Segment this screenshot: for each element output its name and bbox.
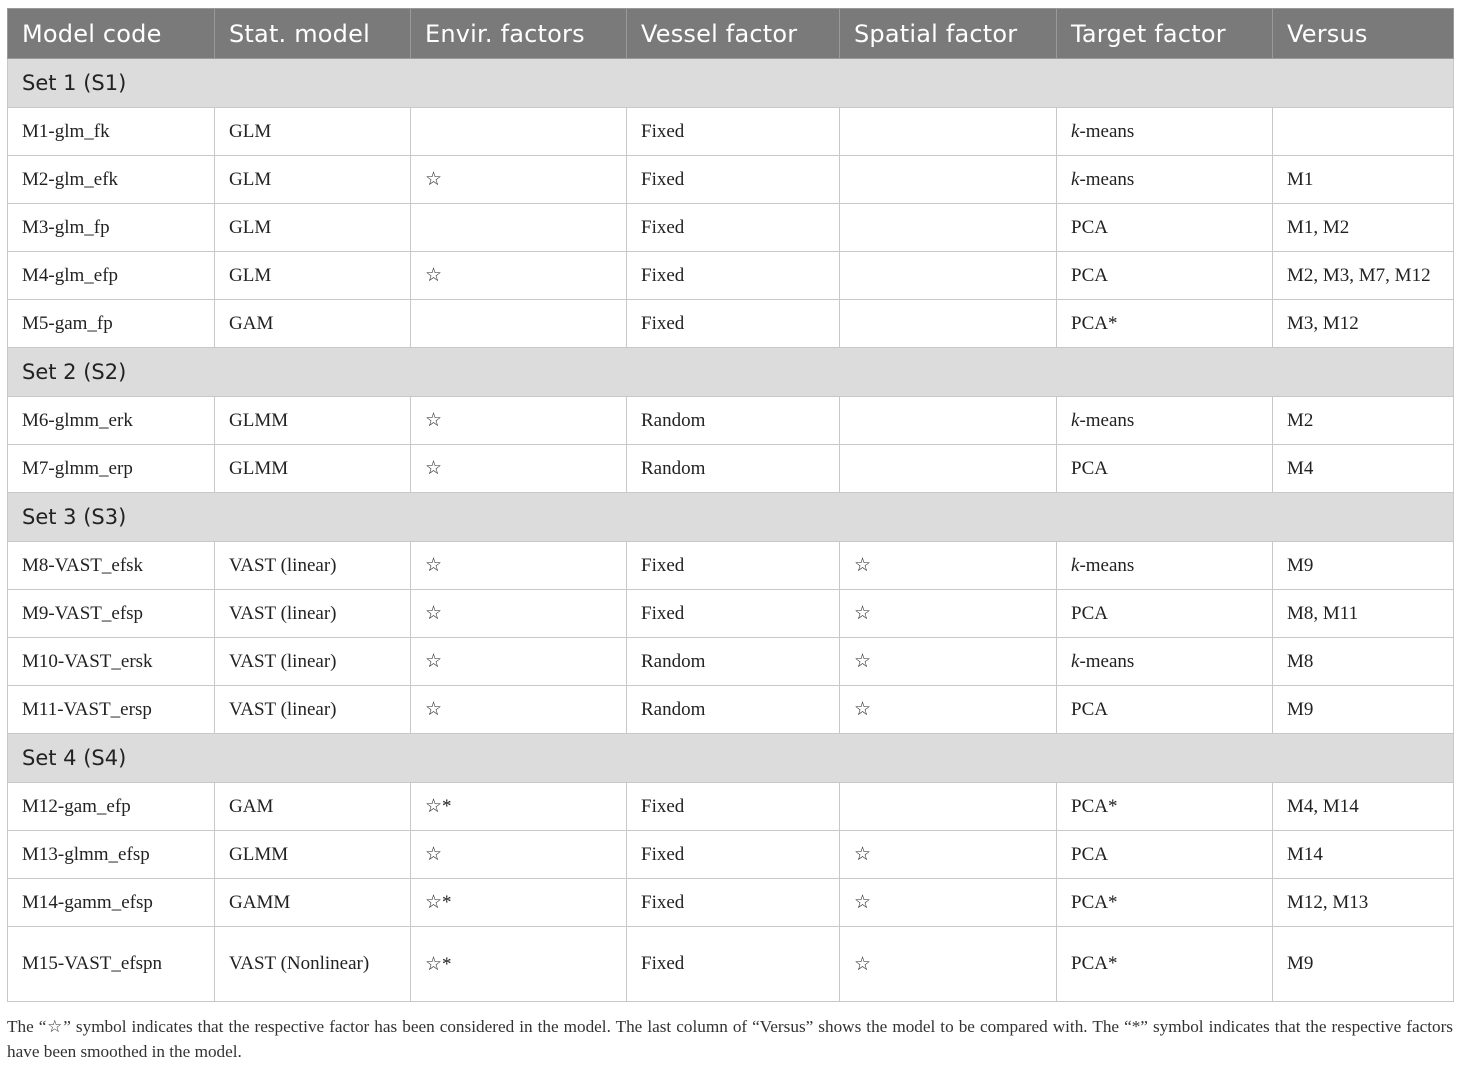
target-text-part: -means [1079, 120, 1135, 142]
set-label: Set 2 (S2) [8, 348, 1454, 397]
vessel-factor-cell: Fixed [627, 542, 840, 590]
model-code-cell: M4-glm_efp [8, 252, 215, 300]
versus-cell: M8 [1273, 638, 1454, 686]
set-header-row [8, 493, 1454, 542]
set-label: Set 4 (S4) [8, 734, 1454, 783]
spatial-factor-cell [840, 445, 1057, 493]
column-header: Model code [8, 9, 215, 59]
versus-cell: M8, M11 [1273, 590, 1454, 638]
model-code-cell: M14-gamm_efsp [8, 879, 215, 927]
target-text-part: PCA* [1071, 891, 1118, 913]
spatial-factor-cell: ☆ [840, 879, 1057, 927]
column-header: Target factor [1057, 9, 1273, 59]
versus-cell: M9 [1273, 542, 1454, 590]
versus-cell: M4, M14 [1273, 783, 1454, 831]
set-label: Set 1 (S1) [8, 59, 1454, 108]
target-factor-cell [1057, 638, 1273, 686]
model-code-cell: M9-VAST_efsp [8, 590, 215, 638]
spatial-factor-cell: ☆ [840, 686, 1057, 734]
envir-factor-cell: ☆ [411, 397, 627, 445]
envir-factor-cell: ☆ [411, 831, 627, 879]
target-text-part: -means [1079, 554, 1135, 576]
target-text-part: PCA* [1071, 953, 1118, 974]
table-row [8, 590, 1454, 638]
table-row [8, 108, 1454, 156]
model-code-cell: M11-VAST_ersp [8, 686, 215, 734]
target-factor-cell [1057, 108, 1273, 156]
versus-cell: M1 [1273, 156, 1454, 204]
vessel-factor-cell: Random [627, 397, 840, 445]
spatial-factor-cell [840, 156, 1057, 204]
envir-factor-cell: ☆ [411, 156, 627, 204]
versus-cell: M4 [1273, 445, 1454, 493]
versus-cell: M2, M3, M7, M12 [1273, 252, 1454, 300]
model-code-cell: M3-glm_fp [8, 204, 215, 252]
stat-model-cell: VAST (Nonlinear) [215, 927, 411, 1002]
target-factor-cell [1057, 252, 1273, 300]
target-factor-cell [1057, 542, 1273, 590]
table-row [8, 686, 1454, 734]
table-row [8, 927, 1454, 1002]
stat-model-cell: GLM [215, 156, 411, 204]
spatial-factor-cell: ☆ [840, 927, 1057, 1002]
model-code-cell: M7-glmm_erp [8, 445, 215, 493]
target-text-part: PCA* [1071, 795, 1118, 817]
target-factor-cell [1057, 783, 1273, 831]
model-code-cell: M10-VAST_ersk [8, 638, 215, 686]
stat-model-cell: VAST (linear) [215, 590, 411, 638]
target-factor-cell [1057, 397, 1273, 445]
model-code-cell: M2-glm_efk [8, 156, 215, 204]
stat-model-cell: GAM [215, 783, 411, 831]
stat-model-cell: VAST (linear) [215, 638, 411, 686]
vessel-factor-cell: Fixed [627, 927, 840, 1002]
table-row [8, 831, 1454, 879]
model-code-cell: M15-VAST_efspn [8, 927, 215, 1002]
model-comparison-table [7, 8, 1454, 1002]
target-factor-cell [1057, 445, 1273, 493]
target-text-part: PCA [1071, 264, 1108, 286]
target-text-part: PCA [1071, 843, 1108, 865]
versus-cell: M9 [1273, 927, 1454, 1002]
column-header: Envir. factors [411, 9, 627, 59]
envir-factor-cell: ☆ [411, 445, 627, 493]
target-factor-cell [1057, 831, 1273, 879]
vessel-factor-cell: Fixed [627, 156, 840, 204]
table-row [8, 445, 1454, 493]
table-row [8, 252, 1454, 300]
spatial-factor-cell: ☆ [840, 638, 1057, 686]
versus-cell: M14 [1273, 831, 1454, 879]
target-factor-cell [1057, 204, 1273, 252]
vessel-factor-cell: Fixed [627, 783, 840, 831]
target-factor-cell [1057, 300, 1273, 348]
table-row [8, 156, 1454, 204]
target-italic-part: k [1071, 120, 1080, 142]
target-text-part: -means [1079, 409, 1135, 431]
column-header: Spatial factor [840, 9, 1057, 59]
spatial-factor-cell [840, 783, 1057, 831]
table-row [8, 300, 1454, 348]
spatial-factor-cell [840, 397, 1057, 445]
table-row [8, 638, 1454, 686]
vessel-factor-cell: Fixed [627, 252, 840, 300]
model-code-cell: M1-glm_fk [8, 108, 215, 156]
model-code-cell: M12-gam_efp [8, 783, 215, 831]
stat-model-cell: GAMM [215, 879, 411, 927]
vessel-factor-cell: Fixed [627, 108, 840, 156]
envir-factor-cell [411, 204, 627, 252]
target-text-part: PCA* [1071, 312, 1118, 334]
target-factor-cell [1057, 879, 1273, 927]
stat-model-cell: GLM [215, 252, 411, 300]
target-text-part: PCA [1071, 216, 1108, 238]
target-italic-part: k [1071, 650, 1080, 672]
stat-model-cell: GLMM [215, 397, 411, 445]
vessel-factor-cell: Fixed [627, 590, 840, 638]
versus-cell: M9 [1273, 686, 1454, 734]
spatial-factor-cell [840, 204, 1057, 252]
vessel-factor-cell: Random [627, 445, 840, 493]
target-text-part: PCA [1071, 602, 1108, 624]
target-text-part: PCA [1071, 457, 1108, 479]
set-header-row [8, 734, 1454, 783]
model-code-cell: M13-glmm_efsp [8, 831, 215, 879]
table-body [8, 59, 1454, 1002]
vessel-factor-cell: Fixed [627, 300, 840, 348]
table-row [8, 397, 1454, 445]
envir-factor-cell: ☆ [411, 590, 627, 638]
vessel-factor-cell: Random [627, 638, 840, 686]
set-header-row [8, 348, 1454, 397]
target-text-part: PCA [1071, 698, 1108, 720]
table-header-row [8, 9, 1454, 59]
vessel-factor-cell: Fixed [627, 204, 840, 252]
versus-cell: M12, M13 [1273, 879, 1454, 927]
column-header: Stat. model [215, 9, 411, 59]
table-row [8, 542, 1454, 590]
stat-model-cell: GLM [215, 108, 411, 156]
spatial-factor-cell: ☆ [840, 590, 1057, 638]
versus-cell: M3, M12 [1273, 300, 1454, 348]
stat-model-cell: GLMM [215, 831, 411, 879]
vessel-factor-cell: Fixed [627, 831, 840, 879]
versus-cell [1273, 108, 1454, 156]
target-text-part: -means [1079, 650, 1135, 672]
vessel-factor-cell: Random [627, 686, 840, 734]
spatial-factor-cell [840, 108, 1057, 156]
envir-factor-cell: ☆ [411, 686, 627, 734]
model-table-container [7, 8, 1453, 1002]
stat-model-cell: GLM [215, 204, 411, 252]
envir-factor-cell: ☆ [411, 252, 627, 300]
versus-cell: M2 [1273, 397, 1454, 445]
stat-model-cell: GAM [215, 300, 411, 348]
spatial-factor-cell: ☆ [840, 831, 1057, 879]
envir-factor-cell: ☆* [411, 879, 627, 927]
target-italic-part: k [1071, 409, 1080, 431]
target-factor-cell [1057, 156, 1273, 204]
envir-factor-cell [411, 300, 627, 348]
target-italic-part: k [1071, 554, 1080, 576]
vessel-factor-cell: Fixed [627, 879, 840, 927]
spatial-factor-cell [840, 300, 1057, 348]
target-factor-cell [1057, 686, 1273, 734]
model-code-cell: M8-VAST_efsk [8, 542, 215, 590]
envir-factor-cell: ☆* [411, 783, 627, 831]
table-row [8, 783, 1454, 831]
versus-cell: M1, M2 [1273, 204, 1454, 252]
table-row [8, 879, 1454, 927]
column-header: Vessel factor [627, 9, 840, 59]
stat-model-cell: GLMM [215, 445, 411, 493]
model-code-cell: M6-glmm_erk [8, 397, 215, 445]
stat-model-cell: VAST (linear) [215, 542, 411, 590]
target-italic-part: k [1071, 168, 1080, 190]
envir-factor-cell: ☆* [411, 927, 627, 1002]
set-label: Set 3 (S3) [8, 493, 1454, 542]
spatial-factor-cell: ☆ [840, 542, 1057, 590]
model-code-cell: M5-gam_fp [8, 300, 215, 348]
table-footnote: The “☆” symbol indicates that the respective factor has been considered in the model. The last column of “Versus” shows the model to be compared with. The “*” symbol indicates that the respective factors have been smoothed in the model. [7, 1017, 1453, 1061]
envir-factor-cell [411, 108, 627, 156]
stat-model-cell: VAST (linear) [215, 686, 411, 734]
envir-factor-cell: ☆ [411, 638, 627, 686]
spatial-factor-cell [840, 252, 1057, 300]
target-factor-cell [1057, 590, 1273, 638]
target-text-part: -means [1079, 168, 1135, 190]
table-row [8, 204, 1454, 252]
target-factor-cell [1057, 927, 1273, 1002]
set-header-row [8, 59, 1454, 108]
envir-factor-cell: ☆ [411, 542, 627, 590]
column-header: Versus [1273, 9, 1454, 59]
